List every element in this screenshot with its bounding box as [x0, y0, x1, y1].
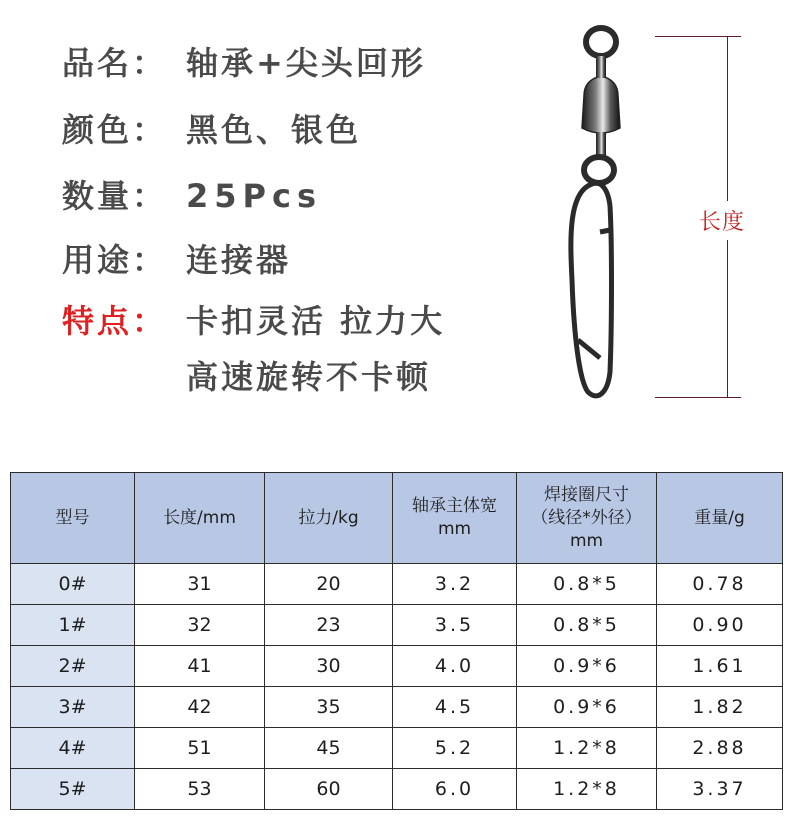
spec-quantity-label: 数量：	[62, 177, 168, 215]
cell-ring-size: 1.2*8	[517, 769, 657, 810]
spec-color-label: 颜色：	[62, 111, 168, 149]
table-row	[11, 728, 783, 769]
header-bearing-width	[393, 473, 517, 564]
header-length	[135, 473, 265, 564]
table-row	[11, 605, 783, 646]
cell-tension: 20	[265, 564, 393, 605]
cell-bearing-width: 3.5	[393, 605, 517, 646]
header-bearing-width-text: 轴承主体宽	[412, 496, 497, 516]
spec-feature-value: 卡扣灵活 拉力大	[186, 302, 446, 340]
header-ring-size-text: 焊接圈尺寸	[544, 484, 629, 505]
cell-length: 53	[135, 769, 265, 810]
cell-weight: 0.78	[657, 564, 783, 605]
spec-usage-line	[62, 235, 291, 281]
spec-table	[10, 472, 783, 810]
spec-name-line	[62, 38, 426, 84]
cell-length: 51	[135, 728, 265, 769]
cell-model: 4#	[11, 728, 135, 769]
header-ring-size-unit: mm	[569, 530, 604, 551]
header-tension	[265, 473, 393, 564]
dimension-label: 长度	[699, 201, 745, 240]
cell-bearing-width: 3.2	[393, 564, 517, 605]
header-length-text: 长度/mm	[163, 507, 236, 528]
header-model-text: 型号	[55, 507, 90, 528]
cell-weight: 1.61	[657, 646, 783, 687]
cell-length: 31	[135, 564, 265, 605]
cell-model: 2#	[11, 646, 135, 687]
spec-feature-line	[62, 296, 445, 342]
table-row	[11, 687, 783, 728]
table-header-row	[11, 473, 783, 564]
cell-tension: 30	[265, 646, 393, 687]
header-ring-size	[517, 473, 657, 564]
cell-bearing-width: 4.5	[393, 687, 517, 728]
spec-quantity-line	[62, 171, 322, 217]
dimension-bottom-tick	[655, 397, 741, 398]
cell-ring-size: 0.9*6	[517, 687, 657, 728]
cell-length: 41	[135, 646, 265, 687]
cell-tension: 35	[265, 687, 393, 728]
spec-usage-value: 连接器	[186, 241, 292, 279]
cell-bearing-width: 6.0	[393, 769, 517, 810]
header-weight	[657, 473, 783, 564]
table-row	[11, 646, 783, 687]
cell-bearing-width: 5.2	[393, 728, 517, 769]
spec-quantity-value: 25Pcs	[186, 177, 322, 215]
cell-tension: 23	[265, 605, 393, 646]
length-dimension	[655, 36, 750, 400]
cell-bearing-width: 4.0	[393, 646, 517, 687]
cell-ring-size: 1.2*8	[517, 728, 657, 769]
spec-color-line	[62, 105, 361, 151]
cell-weight: 2.88	[657, 728, 783, 769]
header-bearing-width-unit: mm	[437, 519, 472, 539]
cell-tension: 45	[265, 728, 393, 769]
spec-name-value: 轴承+尖头回形	[186, 44, 426, 82]
cell-ring-size: 0.9*6	[517, 646, 657, 687]
spec-color-value: 黑色、银色	[186, 111, 362, 149]
cell-ring-size: 0.8*5	[517, 564, 657, 605]
cell-model: 1#	[11, 605, 135, 646]
cell-tension: 60	[265, 769, 393, 810]
spec-feature-value-2: 高速旋转不卡顿	[186, 358, 432, 396]
spec-usage-label: 用途：	[62, 241, 168, 279]
header-model	[11, 473, 135, 564]
header-tension-text: 拉力/kg	[298, 507, 359, 528]
header-weight-text: 重量/g	[694, 507, 745, 528]
swivel-snap-illustration	[540, 20, 650, 410]
cell-model: 5#	[11, 769, 135, 810]
cell-model: 0#	[11, 564, 135, 605]
spec-feature-line-2	[186, 352, 431, 398]
cell-weight: 3.37	[657, 769, 783, 810]
cell-ring-size: 0.8*5	[517, 605, 657, 646]
table-row	[11, 769, 783, 810]
cell-model: 3#	[11, 687, 135, 728]
header-ring-size-detail: （线径*外径）	[531, 507, 642, 528]
cell-length: 42	[135, 687, 265, 728]
table-row	[11, 564, 783, 605]
cell-length: 32	[135, 605, 265, 646]
dimension-top-tick	[655, 36, 741, 37]
spec-feature-label: 特点：	[62, 302, 168, 340]
spec-name-label: 品名：	[62, 44, 168, 82]
cell-weight: 1.82	[657, 687, 783, 728]
cell-weight: 0.90	[657, 605, 783, 646]
